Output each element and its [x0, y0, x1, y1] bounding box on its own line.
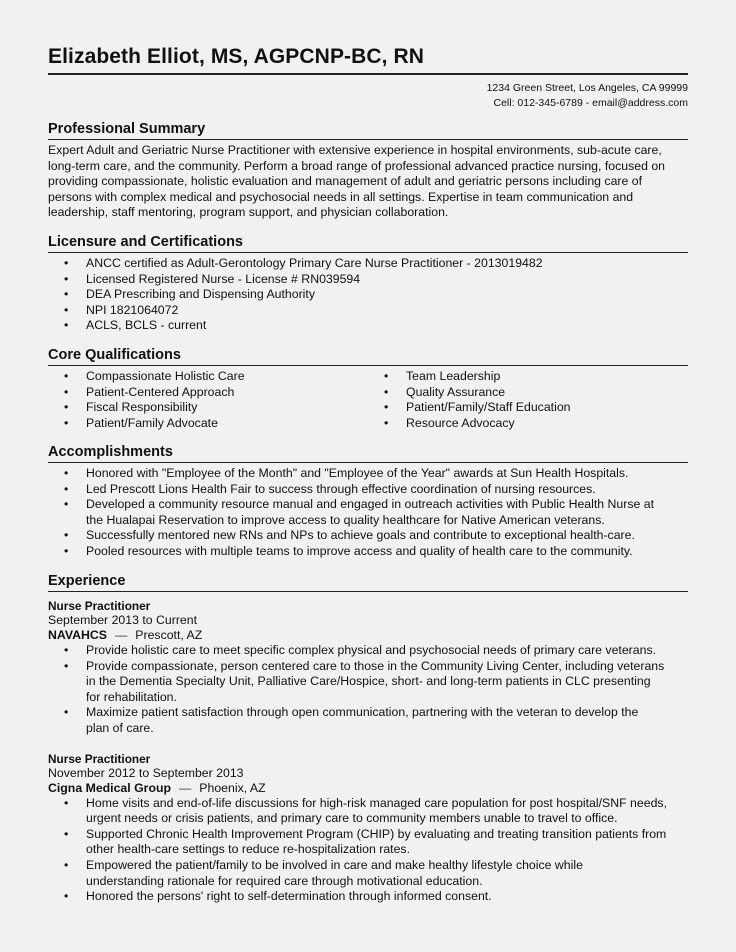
list-item: • Resource Advocacy	[384, 415, 515, 430]
job-title: Nurse Practitioner	[48, 751, 151, 766]
job-entry	[48, 752, 688, 905]
contact-block	[487, 81, 688, 111]
job-entry	[48, 599, 688, 737]
summary-line: providing compassionate, holistic evaluation and management of adult and geriatric persons including care of	[48, 174, 643, 189]
header-rule	[48, 73, 688, 75]
bullet-icon: •	[64, 705, 69, 720]
section-title: Licensure and Certifications	[48, 234, 688, 253]
summary-text	[48, 143, 688, 221]
list-item: • Maximize patient satisfaction through open communication, partnering with the veteran to develop the plan of care.	[64, 705, 639, 735]
bullet-icon: •	[64, 643, 69, 657]
dash-separator: —	[114, 628, 128, 642]
job-dates: September 2013 to Current	[48, 613, 198, 627]
list-item: • Patient/Family/Staff Education	[384, 400, 571, 415]
employer-name: NAVAHCS	[48, 628, 107, 642]
qualifications-section	[48, 347, 688, 431]
licensure-section	[48, 234, 688, 334]
bullet-icon: •	[64, 256, 69, 270]
list-item: • Provide holistic care to meet specific complex physical and psychosocial needs of primary care veterans.	[64, 643, 657, 657]
list-item: • Supported Chronic Health Improvement Program (CHIP) by evaluating and treating transition patients from other health-care settings to reduce re-hospitalization rates.	[64, 826, 667, 857]
job-location: Prescott, AZ	[135, 628, 203, 642]
section-title: Core Qualifications	[48, 347, 688, 366]
accomplishments-section	[48, 444, 688, 560]
list-item: • Developed a community resource manual and engaged in outreach activities with Public Health Nurse at the Hualapai Reservation to improve access to quality healthcare for Native American veterans.	[64, 497, 655, 527]
job-employer	[48, 781, 688, 796]
bullet-icon: •	[384, 369, 389, 383]
list-item: • ACLS, BCLS - current	[64, 318, 207, 333]
job-bullets	[48, 643, 688, 737]
summary-section	[48, 121, 688, 221]
list-item: • Led Prescott Lions Health Fair to success through effective coordination of nursing resources.	[64, 481, 596, 496]
bullet-icon: •	[64, 287, 69, 302]
list-item: • Patient/Family Advocate	[64, 415, 218, 430]
list-item: • Successfully mentored new RNs and NPs to achieve goals and contribute to exceptional health-care.	[64, 528, 635, 543]
bullet-icon: •	[384, 415, 389, 430]
list-item: • Home visits and end-of-life discussions for high-risk managed care population for post hospital/SNF needs, urgent needs or crisis patients, and primary care to community members unable to travel to office.	[64, 795, 667, 826]
list-item: • Patient-Centered Approach	[64, 384, 235, 399]
experience-section	[48, 573, 688, 905]
bullet-icon: •	[64, 318, 69, 333]
list-item: • DEA Prescribing and Dispensing Authority	[64, 287, 315, 302]
list-item: • Honored the persons' right to self-determination through informed consent.	[64, 889, 492, 904]
bullet-icon: •	[64, 400, 69, 415]
address: 1234 Green Street, Los Angeles, CA 99999	[486, 82, 688, 94]
bullet-icon: •	[64, 889, 69, 904]
bullet-icon: •	[64, 795, 69, 810]
bullet-icon: •	[64, 415, 69, 430]
list-item: • Team Leadership	[384, 369, 501, 383]
bullet-icon: •	[64, 658, 69, 673]
phone-email: Cell: 012-345-6789 - email@address.com	[493, 97, 688, 109]
list-item: • NPI 1821064072	[64, 302, 179, 317]
list-item: • Licensed Registered Nurse - License # RN039594	[64, 271, 361, 286]
section-title: Accomplishments	[48, 444, 688, 463]
list-item: • ANCC certified as Adult-Gerontology Primary Care Nurse Practitioner - 2013019482	[64, 256, 543, 270]
bullet-icon: •	[64, 826, 69, 841]
bullet-icon: •	[64, 466, 69, 480]
bullet-icon: •	[64, 857, 69, 872]
list-item: • Fiscal Responsibility	[64, 400, 198, 415]
summary-line: persons with complex medical and psychosocial needs in all settings. Expertise in team communication and	[48, 189, 634, 204]
section-title: Experience	[48, 573, 688, 592]
bullet-icon: •	[384, 384, 389, 399]
job-dates: November 2012 to September 2013	[48, 765, 244, 780]
bullet-icon: •	[64, 543, 69, 558]
candidate-name: Elizabeth Elliot, MS, AGPCNP-BC, RN	[48, 45, 425, 68]
summary-line: leadership, staff mentoring, program support, and physician collaboration.	[48, 205, 449, 220]
bullet-icon: •	[64, 369, 69, 383]
job-bullets	[48, 796, 688, 905]
qualifications-left	[48, 369, 368, 431]
bullet-icon: •	[64, 302, 69, 317]
bullet-icon: •	[64, 528, 69, 543]
section-title: Professional Summary	[48, 121, 688, 140]
summary-line: long-term care, and the community. Perform a broad range of professional advanced practice nursing, focused on	[48, 158, 665, 173]
list-item: • Compassionate Holistic Care	[64, 369, 245, 383]
list-item: • Pooled resources with multiple teams to improve access and quality of health care to the community.	[64, 543, 633, 558]
dash-separator: —	[178, 780, 192, 795]
list-item: • Empowered the patient/family to be involved in care and make healthy lifestyle choice while understanding rationale for required care through motivational education.	[64, 857, 583, 888]
job-title: Nurse Practitioner	[48, 599, 151, 613]
bullet-icon: •	[64, 481, 69, 496]
list-item: • Honored with "Employee of the Month" and "Employee of the Year" awards at Sun Health Hospitals.	[64, 466, 629, 480]
job-employer	[48, 628, 688, 643]
job-location: Phoenix, AZ	[199, 780, 266, 795]
qualifications-right	[368, 369, 688, 431]
bullet-icon: •	[384, 400, 389, 415]
list-item: • Quality Assurance	[384, 384, 506, 399]
list-item: • Provide compassionate, person centered care to those in the Community Living Center, including veterans in the Dementia Specialty Unit, Palliative Care/Hospice, short- and long-term patients in CLC presenting for rehabilitation.	[64, 658, 665, 704]
qualifications-columns	[48, 369, 688, 431]
bullet-icon: •	[64, 497, 69, 512]
employer-name: Cigna Medical Group	[48, 780, 171, 795]
summary-line: Expert Adult and Geriatric Nurse Practitioner with extensive experience in hospital environments, sub-acute care,	[48, 143, 662, 157]
bullet-icon: •	[64, 384, 69, 399]
bullet-icon: •	[64, 271, 69, 286]
licensure-list	[48, 256, 688, 334]
accomplishments-list	[48, 466, 688, 560]
